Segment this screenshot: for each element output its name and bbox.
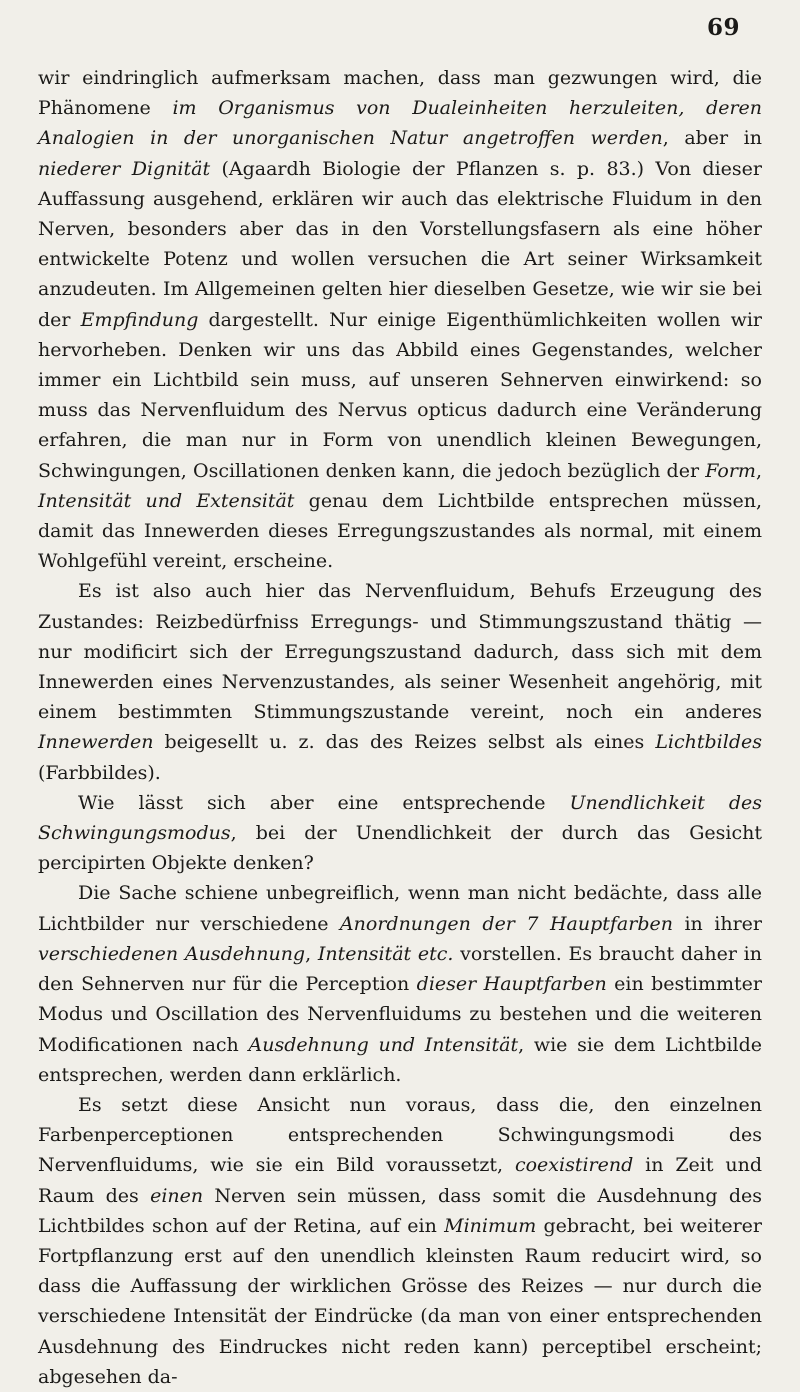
page-number: 69 [706,14,740,41]
page-body [38,63,762,1392]
paragraph-4: Die Sache schiene unbegreiflich, wenn man nicht bedächte, dass alle Lichtbilder nur verschiedene Anordnungen der 7 Hauptfarben in ihrer verschiedenen Ausdehnung, Intensität etc. vorstellen. Es braucht daher in den Sehnerven nur für die Perception dieser Hauptfarben ein bestimmter Modus und Oscillation des Nervenfluidums zu bestehen und die weiteren Modificationen nach Ausdehnung und Intensität, wie sie dem Lichtbilde entsprechen, werden dann erklärlich. [38,882,762,1086]
paragraph-5: Es setzt diese Ansicht nun voraus, dass die, den einzelnen Farbenperceptionen entsprechenden Schwingungsmodi des Nervenfluidums, wie sie ein Bild voraussetzt, coexistirend in Zeit und Raum des einen Nerven sein müssen, dass somit die Ausdehnung des Lichtbildes schon auf der Retina, auf ein Minimum gebracht, bei weiterer Fortpflanzung erst auf den unendlich kleinsten Raum reducirt wird, so dass die Auffassung der wirklichen Grösse des Reizes — nur durch die verschiedene Intensität der Eindrücke (da man von einer entsprechenden Ausdehnung des Eindruckes nicht reden kann) perceptibel erscheint; abgesehen da- [38,1093,763,1388]
paragraph-1: wir eindringlich aufmerksam machen, dass man gezwungen wird, die Phänomene im Organismus von Dualeinheiten herzuleiten, deren Analogien in der unorganischen Natur angetroffen werden, aber in niederer Dignität (Agaardh Biologie der Pflanzen s. p. 83.) Von dieser Auffassung ausgehend, erklären wir auch das elektrische Fluidum in den Nerven, besonders aber das in den Vorstellungsfasern als eine höher entwickelte Potenz und wollen versuchen die Art seiner Wirksamkeit anzudeuten. Im Allgemeinen gelten hier dieselben Gesetze, wie wir sie bei der Empfindung dargestellt. Nur einige Eigenthümlichkeiten wollen wir hervorheben. Denken wir uns das Abbild eines Gegenstandes, welcher immer ein Lichtbild sein muss, auf unseren Sehnerven einwirkend: so muss das Nervenfluidum des Nervus opticus dadurch eine Veränderung erfahren, die man nur in Form von unendlich kleinen Bewegungen, Schwingungen, Oscillationen denken kann, die jedoch bezüglich der Form, Intensität und Extensität genau dem Lichtbilde entsprechen müssen, damit das Innewerden dieses Erregungszustandes als normal, mit einem Wohlgefühl vereint, erscheine. [38,67,763,573]
paragraph-2: Es ist also auch hier das Nervenfluidum, Behufs Erzeugung des Zustandes: Reizbedürfniss Erregungs- und Stimmungszustand thätig — nur modificirt sich der Erregungszustand dadurch, dass sich mit dem Innewerden eines Nervenzustandes, als seiner Wesenheit angehörig, mit einem bestimmten Stimmungszustande vereint, noch ein anderes Innewerden beigesellt u. z. das des Reizes selbst als eines Lichtbildes (Farbbildes). [38,580,762,784]
paragraph-3: Wie lässt sich aber eine entsprechende Unendlichkeit des Schwingungsmodus, bei der Unendlichkeit der durch das Gesicht percipirten Objekte denken? [38,791,762,875]
